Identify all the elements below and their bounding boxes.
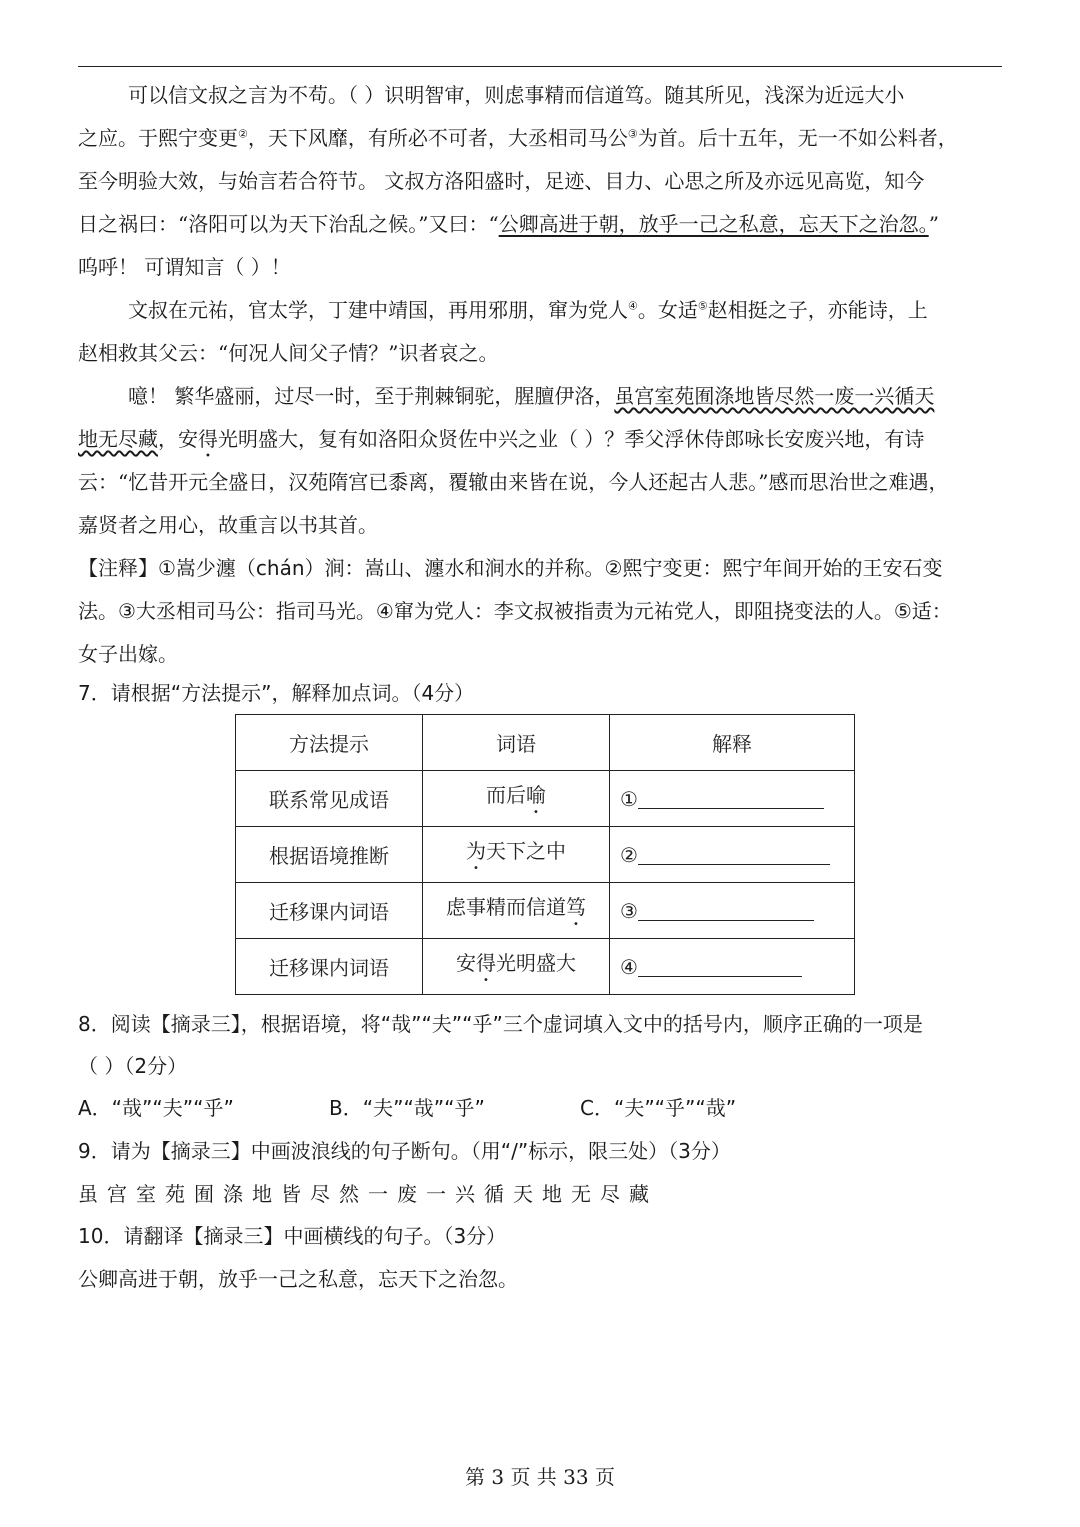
question-text: 10．请翻译【摘录三】中画横线的句子。（3分）	[78, 1224, 507, 1248]
method-cell: 联系常见成语	[236, 771, 423, 827]
table-header: 词语	[423, 715, 610, 771]
table-header-row	[236, 715, 855, 771]
method-cell: 迁移课内词语	[236, 939, 423, 995]
option-b[interactable]: B．“夫”“哉”“乎”	[329, 1096, 485, 1120]
sentence-text: 公卿高进于朝，放乎一己之私意，忘天下之治忽。	[78, 1267, 518, 1291]
answer-number: ③	[620, 898, 638, 923]
method-cell: 根据语境推断	[236, 827, 423, 883]
footnote-mark: ④	[628, 299, 638, 313]
header-rule	[78, 66, 1002, 67]
passage-text: ，天下风靡，有所必不可者，大丞相司马公	[247, 126, 628, 150]
wavy-sentence: 虽宫室苑囿涤地皆尽然一废一兴循天	[614, 384, 935, 408]
word-cell	[423, 883, 610, 939]
question-text: 8．阅读【摘录三】，根据语境，将“哉”“夫”“乎”三个虚词填入文中的括号内，顺序正确的一项是	[78, 1012, 923, 1036]
table-header: 解释	[610, 715, 855, 771]
passage-line	[78, 166, 1002, 196]
dotted-word: 为	[466, 839, 486, 863]
notes-text: 法。③大丞相司马公：指司马光。④窜为党人：李文叔被指责为元祐党人，即阻挠变法的人。⑤适：	[78, 599, 952, 623]
passage-text: 至今明验大效，与始言若合符节。 文叔方洛阳盛时，足迹、目力、心思之所及亦远见高览，知今	[78, 169, 925, 193]
notes-text: 女子出嫁。	[78, 642, 178, 666]
dotted-word: 喻	[526, 783, 546, 807]
question-text: 9．请为【摘录三】中画波浪线的句子断句。（用“/”标示，限三处）（3分）	[78, 1139, 731, 1163]
word-text: 光明盛大	[496, 951, 576, 975]
dotted-word: 得	[198, 427, 218, 451]
passage-line	[78, 424, 1002, 462]
method-table	[235, 714, 855, 995]
table-row	[236, 827, 855, 883]
table-row	[236, 771, 855, 827]
answer-cell[interactable]	[610, 939, 855, 995]
answer-number: ①	[620, 786, 638, 811]
footnote-mark: ②	[238, 127, 248, 141]
passage-text: 文叔在元祐，官太学，丁建中靖国，再用邪朋，窜为党人	[128, 298, 628, 322]
question-9-sentence	[78, 1179, 1002, 1209]
word-text: 天下之中	[486, 839, 566, 863]
notes-text: 【注释】①嵩少瀍（chán）涧：嵩山、瀍水和涧水的并称。②熙宁变更：熙宁年间开始的王安石变	[78, 556, 943, 580]
word-cell	[423, 771, 610, 827]
passage-text: ，安	[158, 427, 198, 451]
passage-line	[128, 381, 1002, 411]
answer-blank[interactable]	[638, 900, 814, 921]
answer-blank[interactable]	[638, 788, 824, 809]
dotted-word: 笃	[566, 895, 586, 919]
answer-number: ②	[620, 842, 638, 867]
question-8-prompt	[78, 1009, 1002, 1039]
passage-line	[78, 510, 1002, 540]
passage-text: 赵相救其父云：“何况人间父子情？”识者哀之。	[78, 341, 499, 365]
passage-text: 之应。于熙宁变更	[78, 126, 238, 150]
sentence-text: 虽宫室苑囿涤地皆尽然一废一兴循天地无尽藏	[78, 1182, 658, 1206]
answer-cell[interactable]	[610, 827, 855, 883]
question-10-prompt	[78, 1221, 1002, 1251]
passage-line	[128, 80, 1002, 110]
passage-line	[78, 123, 1002, 153]
passage-text: 。女适	[637, 298, 698, 322]
underlined-sentence: 公卿高进于朝，放乎一己之私意，忘天下之治忽。	[498, 212, 929, 236]
answer-cell[interactable]	[610, 883, 855, 939]
option-c[interactable]: C．“夫”“乎”“哉”	[580, 1096, 737, 1120]
notes-line	[78, 639, 1002, 669]
passage-text: 可以信文叔之言为不苟。（ ）识明智审，则虑事精而信道笃。随其所见，浅深为近远大小	[128, 83, 905, 107]
passage-text: 日之祸曰：“洛阳可以为天下治乱之候。”又曰：“	[78, 212, 499, 236]
notes-line	[78, 596, 1002, 626]
option-a[interactable]: A．“哉”“夫”“乎”	[78, 1096, 234, 1120]
question-10-sentence	[78, 1264, 1002, 1294]
question-text: （ ）（2分）	[78, 1054, 188, 1078]
table-row	[236, 883, 855, 939]
passage-text: 噫！ 繁华盛丽，过尽一时，至于荆棘铜驼，腥膻伊洛，	[128, 384, 615, 408]
answer-number: ④	[620, 954, 638, 979]
question-8-blank	[78, 1051, 1002, 1081]
question-7-prompt	[78, 678, 1002, 708]
question-9-prompt	[78, 1136, 1002, 1166]
passage-text: 嘉贤者之用心，故重言以书其首。	[78, 513, 378, 537]
wavy-sentence: 地无尽藏	[78, 427, 158, 451]
word-text: 安	[456, 951, 476, 975]
passage-line	[128, 295, 1002, 325]
passage-text: ”	[928, 212, 939, 236]
passage-line	[78, 252, 1002, 282]
passage-line	[78, 338, 1002, 368]
method-cell: 迁移课内词语	[236, 883, 423, 939]
table-header: 方法提示	[236, 715, 423, 771]
footnote-mark: ③	[627, 127, 638, 141]
answer-cell[interactable]	[610, 771, 855, 827]
answer-blank[interactable]	[638, 956, 802, 977]
passage-line	[78, 467, 1002, 497]
table-row	[236, 939, 855, 995]
page-number: 第 3 页 共 33 页	[465, 1465, 615, 1489]
word-text: 而后	[486, 783, 526, 807]
dotted-word: 得	[476, 951, 496, 975]
passage-line	[78, 209, 1002, 239]
question-text: 7．请根据“方法提示”，解释加点词。（4分）	[78, 681, 475, 705]
passage-text: 云：“忆昔开元全盛日，汉苑隋宫已黍离，覆辙由来皆在说，今人还起古人悲。”感而思治世之难遇，	[78, 470, 949, 494]
word-cell	[423, 939, 610, 995]
notes-line	[78, 553, 1002, 583]
passage-text: 赵相挺之子，亦能诗，上	[707, 298, 928, 322]
passage-text: 呜呼！ 可谓知言（ ）！	[78, 255, 291, 279]
word-text: 虑事精而信道	[446, 895, 566, 919]
footnote-mark: ⑤	[697, 299, 708, 313]
answer-blank[interactable]	[638, 844, 830, 865]
passage-text: 光明盛大，复有如洛阳众贤佐中兴之业（ ）？季父浮休侍郎咏长安废兴地，有诗	[218, 427, 925, 451]
word-cell	[423, 827, 610, 883]
passage-text: 为首。后十五年，无一不如公料者，	[637, 126, 958, 150]
